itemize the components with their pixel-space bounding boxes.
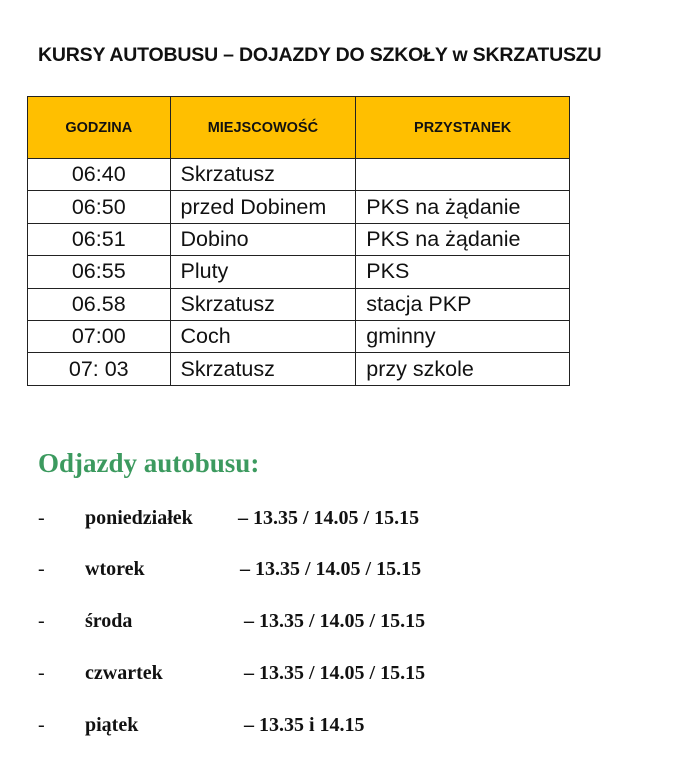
- day-label: poniedziałek: [85, 507, 193, 529]
- departure-item-czwartek: [0, 662, 695, 692]
- time-cell: 06:55: [28, 256, 171, 288]
- table-row: [28, 320, 570, 352]
- time-cell: 07: 03: [28, 353, 171, 385]
- time-cell: 07:00: [28, 320, 171, 352]
- list-bullet: -: [38, 507, 45, 529]
- document-title: KURSY AUTOBUSU – DOJAZDY DO SZKOŁY w SKRZATUSZU: [38, 44, 602, 66]
- time-cell: 06:50: [28, 191, 171, 223]
- stop-cell: PKS: [356, 256, 570, 288]
- time-cell: 06:40: [28, 159, 171, 191]
- stop-cell: [356, 159, 570, 191]
- departure-item-wtorek: [0, 558, 695, 588]
- table-row: [28, 191, 570, 223]
- table-row: [28, 353, 570, 385]
- list-bullet: -: [38, 662, 45, 684]
- stop-cell: gminny: [356, 320, 570, 352]
- table-row: [28, 159, 570, 191]
- header-miejscowosc: MIEJSCOWOŚĆ: [170, 97, 356, 159]
- departures-heading: Odjazdy autobusu:: [38, 448, 260, 478]
- place-cell: Skrzatusz: [170, 353, 356, 385]
- stop-cell: PKS na żądanie: [356, 223, 570, 255]
- day-label: piątek: [85, 714, 139, 736]
- departure-item-poniedzialek: [0, 507, 695, 537]
- departure-times: – 13.35 / 14.05 / 15.15: [238, 507, 420, 529]
- day-label: czwartek: [85, 662, 163, 684]
- stop-cell: przy szkole: [356, 353, 570, 385]
- list-bullet: -: [38, 558, 45, 580]
- departure-times: – 13.35 / 14.05 / 15.15: [240, 558, 422, 580]
- table-row: [28, 288, 570, 320]
- day-label: środa: [85, 610, 133, 632]
- list-bullet: -: [38, 714, 45, 736]
- table-row: [28, 256, 570, 288]
- departure-times: – 13.35 / 14.05 / 15.15: [244, 610, 426, 632]
- bus-schedule-table: [27, 96, 570, 386]
- header-godzina: GODZINA: [28, 97, 171, 159]
- table-header-row: [28, 97, 570, 159]
- time-cell: 06:51: [28, 223, 171, 255]
- place-cell: Skrzatusz: [170, 159, 356, 191]
- stop-cell: PKS na żądanie: [356, 191, 570, 223]
- departure-times: – 13.35 / 14.05 / 15.15: [244, 662, 426, 684]
- departure-times: – 13.35 i 14.15: [244, 714, 365, 736]
- place-cell: Pluty: [170, 256, 356, 288]
- departure-item-sroda: [0, 610, 695, 640]
- place-cell: Dobino: [170, 223, 356, 255]
- departure-item-piatek: [0, 714, 695, 744]
- table-row: [28, 223, 570, 255]
- place-cell: przed Dobinem: [170, 191, 356, 223]
- stop-cell: stacja PKP: [356, 288, 570, 320]
- header-przystanek: PRZYSTANEK: [356, 97, 570, 159]
- day-label: wtorek: [85, 558, 145, 580]
- place-cell: Skrzatusz: [170, 288, 356, 320]
- place-cell: Coch: [170, 320, 356, 352]
- list-bullet: -: [38, 610, 45, 632]
- time-cell: 06.58: [28, 288, 171, 320]
